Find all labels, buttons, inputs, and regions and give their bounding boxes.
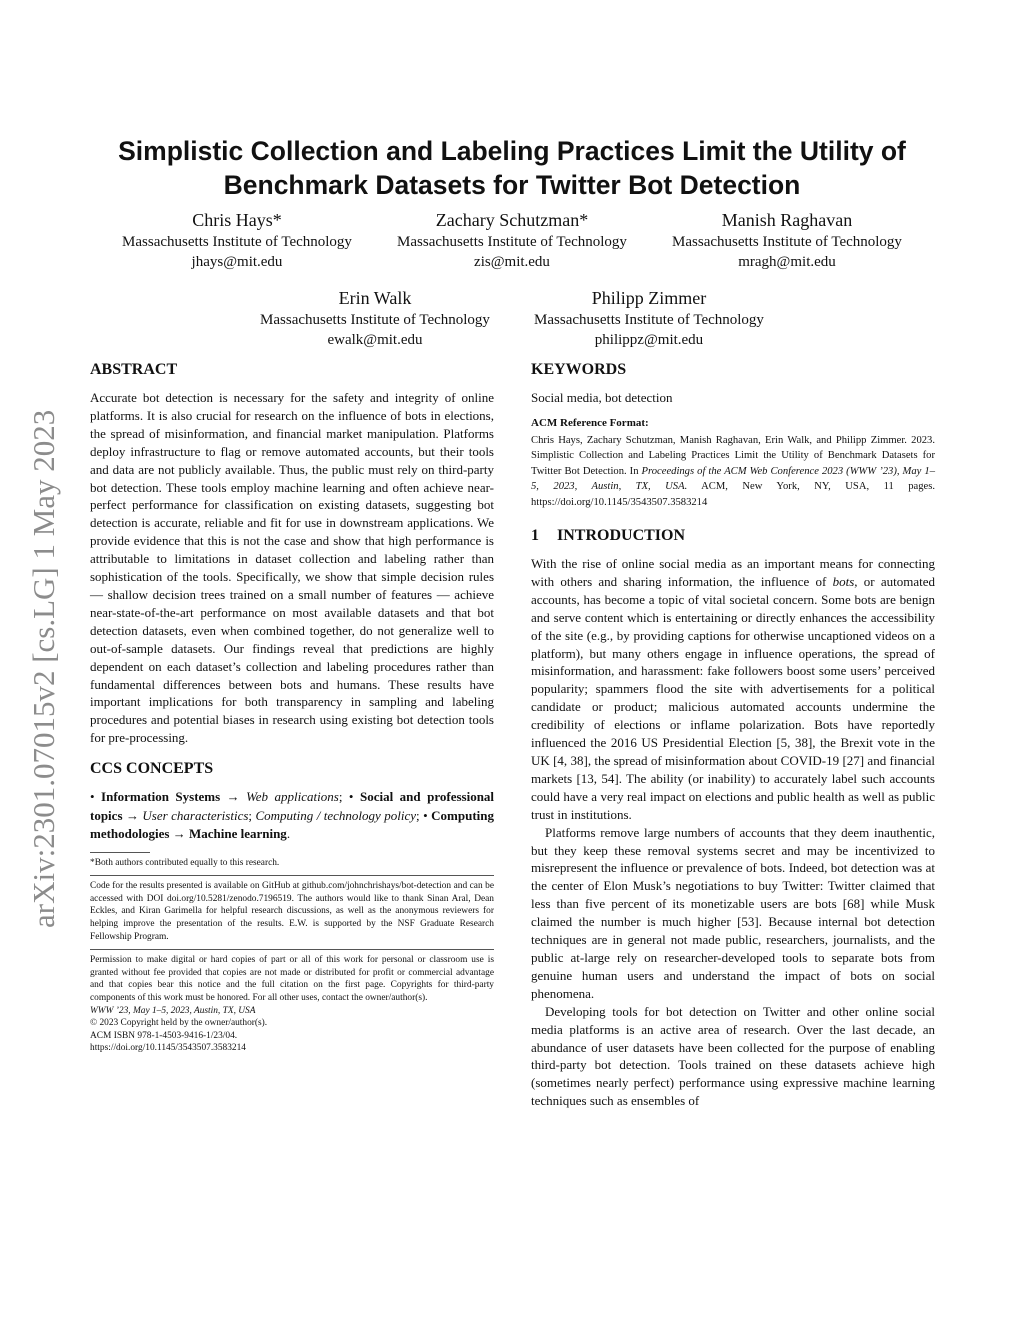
footnote-divider — [90, 949, 494, 950]
author-email: jhays@mit.edu — [191, 254, 283, 270]
footnote-code: Code for the results presented is available on GitHub at github.com/johnchrishays/bot-detection and can be accessed with DOI doi.org/10.5281/zenodo.7196519. The authors would like to thank Sinan Aral, Dean Eckles, and Kiran Garimella for helpful research discussions, as well as the anonymous reviewers for helping improve the presentation of the results. E.W. is supported by the NSF Graduate Research Fellowship Program. — [90, 881, 494, 942]
ccs-concepts: • Information Systems → Web applications; • Social and professional topics → User characteristics; Computing / technology policy; • Computing methodologies → Machine learning. — [90, 789, 495, 842]
author-email: zis@mit.edu — [474, 254, 550, 270]
author-block — [519, 286, 779, 350]
section-number: 1 — [531, 527, 539, 545]
author-email: ewalk@mit.edu — [327, 332, 423, 348]
footnote-venue: WWW ’23, May 1–5, 2023, Austin, TX, USA — [90, 1005, 256, 1016]
author-name: Manish Raghavan — [721, 210, 853, 230]
ccs-subcategory: Web applications — [246, 789, 339, 805]
author-name: Erin Walk — [338, 288, 412, 308]
author-affiliation: Massachusetts Institute of Technology — [260, 312, 490, 328]
intro-paragraph: Developing tools for bot detection on Twitter and other online social media platforms is an active area of research. Over the last decade, an abundance of user datasets have been collected for the purpose of enabling third-party bot detection. Tools trained on these datasets achieve high (sometimes nearly perfect) performance using expressive machine learning techniques such as ensembles of — [531, 1003, 935, 1109]
author-affiliation: Massachusetts Institute of Technology — [122, 234, 352, 250]
ccs-category: Social and professional topics — [90, 789, 495, 823]
author-block — [245, 286, 505, 350]
footnote-permission: Permission to make digital or hard copies of part or all of this work for personal or classroom use is granted without fee provided that copies are not made or distributed for profit or commercial advantage and that copies bear this notice and the full citation on the first page. Copyrights for third-party components of this work must be honored. For all other uses, contact the owner/author(s). — [90, 955, 494, 1003]
keywords-heading: KEYWORDS — [531, 361, 627, 378]
arxiv-stamp-graphic — [22, 350, 66, 930]
footnote-equal-contribution: *Both authors contributed equally to this research. — [90, 857, 280, 868]
author-name: Chris Hays* — [192, 210, 282, 230]
ccs-heading: CCS CONCEPTS — [90, 760, 214, 778]
footnote-rule — [90, 852, 150, 853]
abstract-text: Accurate bot detection is necessary for the safety and integrity of online platforms. It is also crucial for research on the influence of bots in elections, the spread of misinformation, and financial market manipulation. Platforms deploy infrastructure to flag or remove automated accounts, but their tools and data are not publicly available. Thus, the public must rely on third-party bot detection. These tools employ machine learning and often achieve near-perfect performance for classification on existing datasets, suggesting bot detection is accurate, reliable and fit for use in downstream applications. We provide evidence that this is not the case and show that high performance is attributable to limitations in dataset collection and labeling rather than sophistication of the tools. Specifically, we show that simple decision rules — shallow decision trees trained on a small number of features — achieve near-state-of-the-art performance on most available datasets and that bot detection datasets, even when combined together, do not generalize well to out-of-sample datasets. Our findings reveal that predictions are highly dependent on each dataset’s collection and labeling procedures rather than fundamental differences between bots and humans. These results have important implications for both transparency in sampling and labeling procedures and potential biases in research using existing bot detection tools for pre-processing. — [90, 390, 494, 746]
author-block — [657, 208, 917, 272]
arxiv-stamp — [22, 350, 66, 930]
right-column — [531, 360, 935, 1110]
intro-paragraph: With the rise of online social media as an important means for connecting with others and sharing information, the influence of bots, or automated accounts, has become a topic of vital societal concern. Some bots are benign and serve content which is entertaining or directly enhances the accessibility of the site (e.g., by providing captions for otherwise uncaptioned videos on a platform), but many others engage in influence operations, the spread of misinformation, and harassment: fake followers boost some users’ perceived popularity; spammers flood the site with advertisements for a political candidate or product; malicious automated accounts undermine the credibility of elections or inflame polarization. Bots have reportedly influenced the 2016 US Presidential Election [5, 38], the Brexit vote in the UK [4, 38], the spread of misinformation about COVID-19 [27] and financial markets [13, 54]. The ability (or inability) to accurately label such accounts could have a very real impact on elections and public health as well as public trust in institutions. — [531, 556, 935, 822]
arxiv-id: arXiv:2301.07015v2 [cs.LG] 1 May 2023 — [26, 409, 61, 928]
paper-title: Simplistic Collection and Labeling Practices Limit the Utility of Benchmark Datasets for Twitter Bot Detection — [118, 136, 906, 200]
footnote-divider — [90, 875, 494, 876]
author-affiliation: Massachusetts Institute of Technology — [397, 234, 627, 250]
author-email: philippz@mit.edu — [594, 332, 704, 348]
abstract-heading: ABSTRACT — [90, 361, 178, 378]
ccs-subcategory: Computing / technology policy — [255, 807, 417, 823]
ccs-category: Computing methodologies — [90, 807, 494, 842]
author-block — [107, 208, 367, 272]
author-email: mragh@mit.edu — [738, 254, 836, 270]
footnote-doi: https://doi.org/10.1145/3543507.3583214 — [90, 1043, 246, 1054]
acm-reference-text: Chris Hays, Zachary Schutzman, Manish Raghavan, Erin Walk, and Philipp Zimmer. 2023. Simplistic Collection and Labeling Practices Limit the Utility of Benchmark Datasets for Twitter Bot Detection. In Proceedings of the ACM Web Conference 2023 (WWW ’23), May 1–5, 2023, Austin, TX, USA. ACM, New York, NY, USA, 11 pages. https://doi.org/10.1145/3543507.3583214 — [531, 435, 936, 508]
intro-paragraph: Platforms remove large numbers of accounts that they deem inauthentic, but they keep these removal systems secret and may be incentivized to misrepresent the influence or prevalence of bots. Indeed, bot detection was at the center of Elon Musk’s negotiations to buy Twitter: Twitter claimed that less than five percent of its monetizable users are bots [68] while Musk claimed the number is much higher [53]. Because internal bot detection techniques are in general not made public, researchers, journalists, and the public at-large rely on researcher-developed tools to separate bots from genuine human users and understand the impact of bots on social phenomena. — [531, 824, 935, 1001]
ccs-category: Information Systems — [101, 789, 221, 805]
author-affiliation: Massachusetts Institute of Technology — [534, 312, 764, 328]
left-column — [90, 360, 494, 1055]
author-affiliation: Massachusetts Institute of Technology — [672, 234, 902, 250]
footnote-isbn: ACM ISBN 978-1-4503-9416-1/23/04. — [90, 1030, 238, 1041]
footnote-copyright: © 2023 Copyright held by the owner/author(s). — [90, 1018, 268, 1029]
ccs-subcategory: User characteristics — [142, 807, 249, 823]
author-name: Philipp Zimmer — [591, 288, 707, 308]
author-name: Zachary Schutzman* — [435, 210, 589, 230]
introduction-heading: 1 INTRODUCTION — [531, 527, 686, 545]
author-block — [382, 208, 642, 272]
ccs-subcategory: Machine learning — [188, 826, 287, 842]
acm-reference-label: ACM Reference Format: — [531, 417, 649, 429]
keywords-text: Social media, bot detection — [531, 390, 673, 405]
